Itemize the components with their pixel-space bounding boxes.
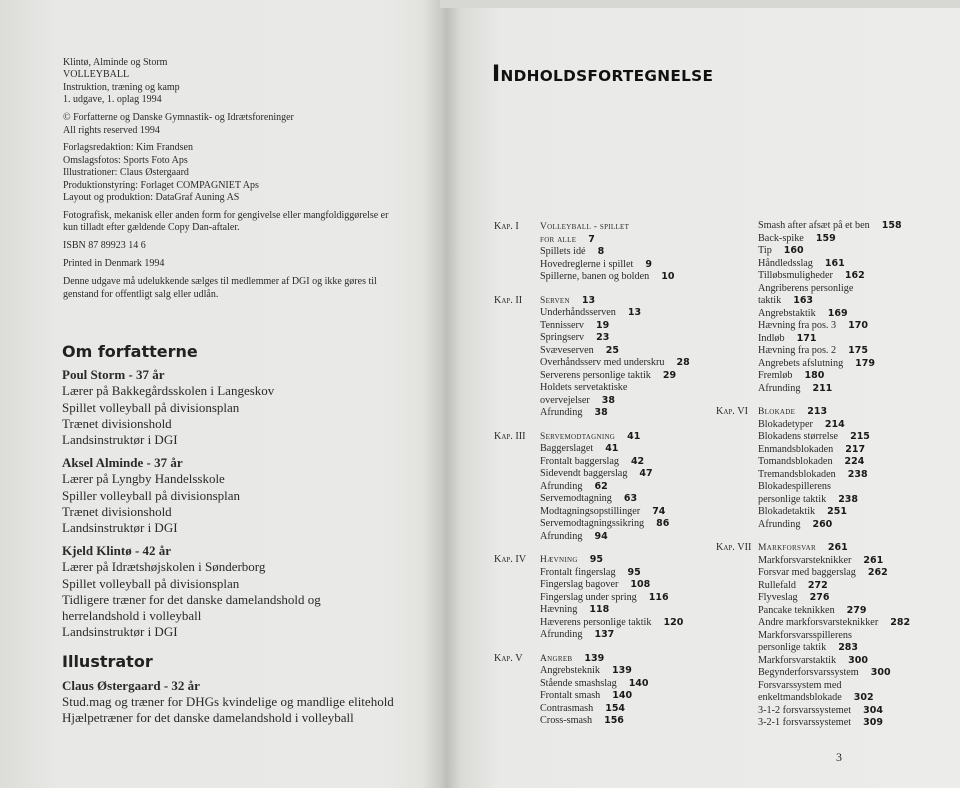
toc-page-number: 29: [662, 369, 677, 381]
toc-entry: [758, 667, 956, 680]
toc-entry: [758, 358, 956, 371]
author-name: Kjeld Klintø - 42 år: [62, 543, 172, 559]
toc-entry: [540, 271, 714, 284]
toc-page-number: 261: [827, 542, 848, 553]
toc-entry: [758, 680, 956, 705]
chapter-items: [540, 221, 714, 284]
imprint-line: Denne udgave må udelukkende sælges til medlemmer af DGI og ikke gøres til: [63, 276, 377, 288]
toc-entry-title: Servemodtagning: [540, 493, 612, 504]
author-detail: Landsinstruktør i DGI: [62, 624, 178, 640]
toc-entry: [758, 630, 956, 655]
toc-page-number: 163: [793, 295, 814, 306]
chapter-title: Blokade: [758, 407, 796, 417]
toc-page-number: 156: [604, 715, 624, 726]
toc-entry: [540, 370, 714, 383]
toc-entry: [758, 469, 956, 482]
toc-page-number: 213: [807, 406, 828, 417]
toc-entry: [758, 383, 956, 396]
chapter-heading: [758, 406, 956, 419]
author-detail: Landsinstruktør i DGI: [62, 432, 178, 448]
imprint-line: Omslagsfotos: Sports Foto Aps: [63, 154, 188, 166]
toc-page-number: 9: [645, 258, 652, 270]
imprint-line: Printed in Denmark 1994: [63, 258, 165, 270]
toc-page-number: 309: [863, 717, 883, 728]
toc-entry-title: 3-2-1 forsvarssystemet: [758, 717, 852, 728]
toc-entry: [758, 320, 956, 333]
chapter-label: Kap. I: [494, 221, 519, 232]
toc-entry: [758, 555, 956, 568]
toc-page-number: 169: [827, 307, 848, 319]
toc-entry-title: Baggerslaget: [540, 443, 594, 454]
author-detail: herrelandshold i volleyball: [62, 608, 202, 624]
toc-entry: [540, 579, 714, 592]
toc-entry-title: Afrunding: [758, 382, 801, 394]
toc-entry: [540, 407, 714, 420]
toc-entry: [758, 308, 956, 321]
toc-page-number: 74: [652, 505, 666, 517]
toc-page-number: 38: [601, 394, 616, 406]
toc-entry-title: Hævning fra pos. 3: [758, 320, 837, 331]
toc-page-number: 302: [853, 692, 874, 703]
chapter-title: Volleyball - spillet for alle: [540, 222, 630, 245]
toc-page-number: 179: [855, 357, 876, 369]
toc-page-number: 108: [630, 579, 651, 590]
toc-entry-title: Sidevendt baggerslag: [540, 468, 628, 479]
toc-entry: [540, 481, 714, 494]
author-name: Aksel Alminde - 37 år: [62, 455, 183, 471]
chapter-items: [540, 653, 714, 728]
toc-page-number: 158: [881, 220, 902, 231]
toc-page-number: 95: [589, 554, 603, 565]
toc-entry-title: Blokadetyper: [758, 418, 813, 430]
toc-entry: [758, 419, 956, 432]
imprint-block: [63, 142, 423, 204]
toc-column-right: [716, 220, 956, 741]
toc-page-number: 261: [863, 554, 884, 566]
toc-entry: [540, 332, 714, 345]
toc-page-number: 238: [847, 468, 868, 480]
toc-entry: [758, 444, 956, 457]
toc-entry-title: Smash after afsæt på et ben: [758, 220, 870, 231]
toc-entry-title: Back-spike: [758, 232, 804, 244]
chapter-title: Markforsvar: [758, 543, 816, 553]
toc-page-number: 214: [824, 418, 845, 430]
toc-page-number: 304: [863, 704, 883, 716]
toc-page-number: 238: [838, 493, 859, 505]
toc-entry: [758, 519, 956, 532]
toc-entry-title: Serverens personlige taktik: [540, 369, 651, 381]
toc-page-number: 224: [844, 456, 865, 467]
toc-entry-title: Afrunding: [758, 518, 801, 530]
chapter-title: Hævning: [540, 555, 578, 565]
toc-entry-title: Hæverens personlige taktik: [540, 616, 652, 628]
toc-entry: [758, 370, 956, 383]
author-detail: Lærer på Bakkegårdsskolen i Langeskov: [62, 383, 275, 399]
toc-entry: [758, 431, 956, 444]
toc-page-number: 38: [594, 407, 608, 418]
toc-page-number: 13: [627, 307, 642, 318]
toc-entry-title: Pancake teknikken: [758, 604, 835, 616]
toc-page-number: 161: [824, 257, 845, 269]
toc-entry-title: Spillerne, banen og bolden: [540, 271, 650, 282]
toc-entry: [540, 259, 714, 272]
toc-entry: [758, 717, 956, 730]
toc-chapter: [494, 295, 714, 420]
toc-page-number: 116: [648, 591, 669, 603]
toc-entry: [758, 580, 956, 593]
chapter-label: Kap. II: [494, 294, 523, 306]
chapter-heading: [758, 542, 956, 555]
toc-entry: [540, 506, 714, 519]
imprint-line: Produktionstyring: Forlaget COMPAGNIET Aps: [63, 179, 259, 191]
toc-entry-title: Hævning fra pos. 2: [758, 345, 837, 356]
chapter-heading: [540, 221, 714, 246]
toc-page-number: 217: [845, 443, 866, 455]
authors-heading: Om forfatterne: [62, 342, 198, 361]
toc-page-number: 260: [812, 518, 833, 530]
author-detail: Lærer på Idrætshøjskolen i Sønderborg: [62, 559, 266, 575]
toc-entry-title: Fingerslag bagover: [540, 579, 619, 590]
toc-page-number: 162: [844, 270, 865, 281]
toc-entry-title: Servemodtagningssikring: [540, 518, 645, 529]
toc-chapter: [494, 653, 714, 728]
toc-page-number: 171: [796, 332, 817, 344]
toc-page-number: 160: [783, 245, 804, 256]
toc-page-number: 276: [809, 592, 830, 603]
toc-entry-title: Forsvarssystem med enkeltmandsblokade: [758, 679, 842, 703]
chapter-heading: [540, 295, 714, 308]
toc-chapter: [494, 221, 714, 284]
toc-entry: [758, 270, 956, 283]
author-detail: Trænet divisionshold: [62, 503, 172, 519]
toc-entry: [758, 705, 956, 718]
toc-entry: [758, 345, 956, 358]
page-number: 3: [836, 750, 842, 764]
toc-entry-title: Afrunding: [540, 629, 583, 640]
toc-entry-title: Spillets idé: [540, 246, 586, 257]
toc-page-number: 262: [867, 567, 888, 578]
author-detail: Trænet divisionshold: [62, 415, 172, 431]
author-detail: Spillet volleyball på divisionsplan: [62, 399, 240, 415]
toc-entry-title: Hovedreglerne i spillet: [540, 258, 634, 270]
toc-page-number: 279: [846, 604, 867, 616]
toc-page-number: 140: [612, 690, 633, 701]
toc-page-number: 94: [594, 530, 608, 542]
toc-entry-title: Andre markforsvarsteknikker: [758, 617, 879, 628]
toc-entry-title: Tremandsblokaden: [758, 468, 836, 480]
toc-entry-title: Underhåndsserven: [540, 307, 616, 318]
toc-page-number: 25: [605, 344, 619, 356]
imprint-line: Instruktion, træning og kamp: [63, 81, 180, 93]
toc-entry-title: Frontalt smash: [540, 690, 601, 701]
illustrator-name: Claus Østergaard - 32 år: [62, 677, 200, 693]
imprint-line: ISBN 87 89923 14 6: [63, 240, 146, 252]
toc-title: Indholdsfortegnelse: [491, 62, 714, 87]
toc-entry-title: Tomandsblokaden: [758, 456, 833, 467]
chapter-title: Serven: [540, 295, 570, 306]
chapter-label: Kap. IV: [494, 554, 527, 565]
toc-entry: [540, 307, 714, 320]
toc-entry: [758, 283, 956, 308]
toc-entry: [758, 617, 956, 630]
imprint-block: [63, 112, 423, 137]
toc-entry-title: Angrebstaktik: [758, 307, 816, 319]
imprint-line: 1. udgave, 1. oplag 1994: [63, 94, 162, 106]
toc-entry: [540, 531, 714, 544]
chapter-heading: [540, 431, 714, 444]
illustrator-line: Stud.mag og træner for DHGs kvindelige og mandlige elitehold: [62, 693, 394, 709]
imprint-line: All rights reserved 1994: [63, 124, 160, 136]
toc-page-number: 159: [815, 232, 836, 244]
toc-page-number: 282: [890, 617, 911, 628]
toc-entry-title: Indløb: [758, 332, 785, 344]
toc-entry: [540, 604, 714, 617]
author-detail: Spillet volleyball på divisionsplan: [62, 575, 240, 591]
imprint-page: [63, 57, 423, 306]
toc-entry: [758, 258, 956, 271]
imprint-line: Illustrationer: Claus Østergaard: [63, 167, 189, 179]
toc-entry-title: Angrebsteknik: [540, 665, 600, 676]
toc-entry: [540, 703, 714, 716]
toc-entry: [758, 605, 956, 618]
toc-page-number: 95: [627, 566, 641, 578]
imprint-line: VOLLEYBALL: [63, 69, 130, 81]
toc-entry: [758, 655, 956, 668]
toc-entry-title: Tennisserv: [540, 319, 584, 331]
toc-entry: [540, 690, 714, 703]
chapter-title: Angreb: [540, 653, 573, 664]
toc-entry: [540, 456, 714, 469]
toc-entry: [540, 493, 714, 506]
chapter-items: [758, 406, 956, 531]
chapter-title: Servemodtagning: [540, 431, 616, 442]
toc-entry-title: Markforsvarsteknikker: [758, 554, 852, 566]
imprint-block: [63, 57, 423, 107]
toc-entry-title: Cross-smash: [540, 715, 593, 726]
chapter-items: [540, 431, 714, 544]
toc-entry-title: Afrunding: [540, 480, 583, 492]
toc-entry: [540, 678, 714, 691]
toc-page-number: 300: [848, 654, 868, 666]
imprint-block: [63, 210, 423, 235]
toc-entry: [540, 246, 714, 259]
toc-page-number: 19: [596, 319, 610, 331]
toc-page-number: 47: [639, 468, 653, 479]
toc-page-number: 175: [848, 345, 868, 356]
toc-entry-title: Håndledsslag: [758, 257, 813, 269]
chapter-items: [758, 542, 956, 730]
imprint-line: kun tilladt efter gældende Copy Dan-aftaler.: [63, 222, 240, 234]
toc-entry-title: Contrasmash: [540, 702, 594, 714]
toc-page-number: 139: [584, 652, 605, 664]
author-name: Poul Storm - 37 år: [62, 367, 165, 383]
toc-entry: [540, 665, 714, 678]
chapter-items: [540, 295, 714, 420]
toc-entry-title: Modtagningsopstillinger: [540, 505, 641, 517]
chapter-heading: [540, 554, 714, 567]
toc-column-left: [494, 221, 714, 739]
toc-entry-title: Begynderforsvarssystem: [758, 667, 859, 678]
toc-page-number: 41: [605, 443, 619, 454]
toc-entry-title: Hævning: [540, 604, 578, 615]
toc-entry: [540, 592, 714, 605]
toc-entry: [540, 617, 714, 630]
author-detail: Spiller volleyball på divisionsplan: [62, 487, 241, 503]
author-detail: Lærer på Lyngby Handelsskole: [62, 471, 225, 487]
imprint-block: [63, 258, 423, 270]
imprint-line: © Forfatterne og Danske Gymnastik- og Idrætsforeninger: [63, 112, 294, 124]
imprint-line: genstand for offentligt salg eller udlån.: [63, 288, 219, 300]
imprint-line: Fotografisk, mekanisk eller anden form for gengivelse eller mangfoldiggørelse er: [63, 209, 389, 221]
toc-entry-title: Rullefald: [758, 579, 796, 591]
chapter-label: Kap. VI: [716, 406, 748, 417]
illustrator-line: Hjælpetræner for det danske damelandshold i volleyball: [62, 710, 354, 726]
page-edge: [440, 0, 960, 8]
toc-page-number: 120: [663, 616, 684, 628]
toc-page-number: 170: [848, 320, 868, 331]
imprint-block: [63, 276, 423, 301]
toc-entry-title: Frontalt baggerslag: [540, 455, 619, 467]
chapter-label: Kap. VII: [716, 542, 752, 553]
author-detail: Tidligere træner for det danske damelandshold og: [62, 591, 321, 607]
toc-entry-title: 3-1-2 forsvarssystemet: [758, 704, 852, 716]
toc-entry: [540, 567, 714, 580]
toc-entry: [540, 443, 714, 456]
toc-entry: [758, 481, 956, 506]
toc-entry: [758, 220, 956, 233]
toc-entry-title: Fingerslag under spring: [540, 591, 637, 603]
toc-page-number: 8: [597, 246, 605, 257]
chapter-items: [540, 554, 714, 642]
toc-page-number: 62: [594, 480, 608, 492]
toc-page-number: 13: [581, 294, 596, 306]
author-detail: Landsinstruktør i DGI: [62, 520, 178, 536]
toc-page-number: 42: [630, 455, 645, 467]
toc-entry-title: Angriberens personlige taktik: [758, 282, 854, 306]
toc-page-number: 41: [627, 430, 641, 442]
toc-page-number: 283: [838, 642, 859, 653]
toc-entry: [758, 592, 956, 605]
toc-page-number: 211: [812, 382, 833, 394]
toc-entry: [758, 506, 956, 519]
toc-page-number: 23: [596, 332, 610, 343]
toc-entry-title: Markforsvarstaktik: [758, 654, 837, 666]
imprint-line: Klintø, Alminde og Storm: [63, 57, 168, 68]
toc-page-number: 10: [661, 271, 675, 282]
toc-page-number: 7: [588, 233, 595, 245]
imprint-line: Layout og produktion: DataGraf Auning AS: [63, 192, 240, 204]
toc-entry: [540, 382, 714, 407]
toc-continued: [716, 220, 956, 395]
toc-entry: [540, 468, 714, 481]
toc-page-number: 154: [605, 702, 626, 714]
toc-chapter: [494, 431, 714, 544]
toc-entry-title: Afrunding: [540, 407, 583, 418]
toc-entry-title: Tip: [758, 245, 772, 256]
toc-page-number: 251: [827, 506, 847, 517]
toc-entry-title: Blokadetaktik: [758, 506, 816, 517]
toc-entry-title: Fremløb: [758, 370, 793, 381]
toc-entry: [540, 320, 714, 333]
illustrator-heading: Illustrator: [62, 652, 153, 672]
toc-entry: [758, 245, 956, 258]
toc-entry: [540, 715, 714, 728]
toc-entry: [540, 518, 714, 531]
toc-entry-title: Tilløbsmuligheder: [758, 270, 833, 281]
toc-page-number: 139: [611, 665, 632, 676]
toc-page-number: 140: [628, 677, 649, 689]
toc-page-number: 86: [656, 518, 670, 529]
toc-entry-title: Springserv: [540, 332, 585, 343]
toc-chapter: [494, 554, 714, 642]
toc-entry-title: Blokadespillerens personlige taktik: [758, 481, 831, 505]
toc-entry-title: Frontalt fingerslag: [540, 566, 616, 578]
toc-page-number: 180: [804, 370, 825, 381]
toc-entry: [758, 333, 956, 346]
toc-page-number: 118: [589, 604, 610, 615]
toc-entry: [540, 629, 714, 642]
toc-entry-title: Holdets servetaktiske overvejelser: [540, 382, 628, 406]
toc-page-number: 272: [807, 579, 828, 591]
toc-entry-title: Enmandsblokaden: [758, 443, 834, 455]
toc-entry-title: Forsvar med baggerslag: [758, 567, 856, 578]
toc-page-number: 137: [594, 629, 615, 640]
toc-entry-title: Stående smashslag: [540, 677, 617, 689]
toc-entry: [758, 456, 956, 469]
toc-page-number: 63: [623, 493, 638, 504]
toc-page-number: 28: [676, 357, 690, 368]
imprint-block: [63, 240, 423, 252]
chapter-heading: [540, 653, 714, 666]
toc-chapter: [716, 542, 956, 730]
toc-entry: [540, 357, 714, 370]
toc-chapter: [716, 406, 956, 531]
toc-entry-title: Overhåndsserv med underskru: [540, 357, 665, 368]
authors-section: [62, 344, 432, 726]
chapter-label: Kap. III: [494, 430, 526, 442]
toc-entry: [758, 567, 956, 580]
toc-entry-title: Flyveslag: [758, 592, 798, 603]
toc-entry-title: Angrebets afslutning: [758, 357, 844, 369]
imprint-line: Forlagsredaktion: Kim Frandsen: [63, 142, 193, 154]
toc-entry: [758, 233, 956, 246]
toc-entry-title: Afrunding: [540, 530, 583, 542]
toc-page-number: 300: [870, 667, 891, 678]
toc-entry-title: Blokadens størrelse: [758, 431, 839, 442]
toc-entry-title: Markforsvarsspillerens personlige taktik: [758, 629, 852, 653]
chapter-label: Kap. V: [494, 652, 523, 664]
toc-page-number: 215: [850, 431, 870, 442]
toc-entry-title: Svæveserven: [540, 344, 594, 356]
toc-entry: [540, 345, 714, 358]
